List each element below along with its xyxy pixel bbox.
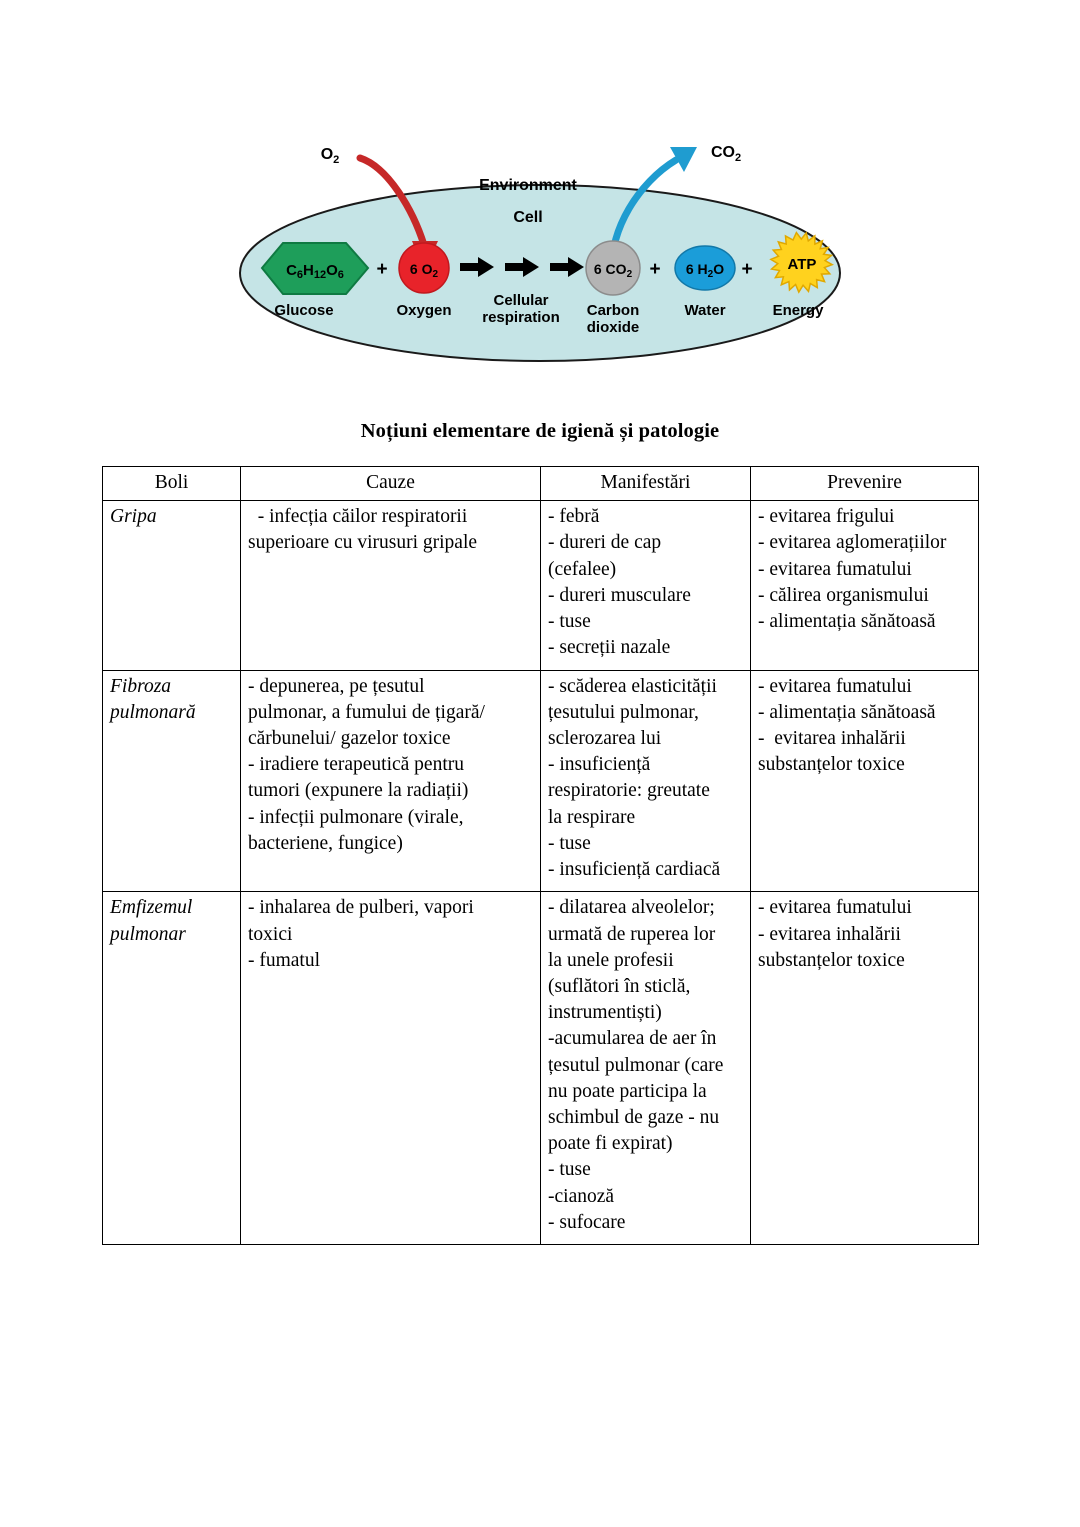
atp-caption: Energy — [772, 302, 824, 319]
cell-line: - scăderea elasticității — [548, 675, 717, 697]
cell-line: - tuse — [548, 611, 591, 633]
glucose-formula: $C_6H_{12}O_6$ — [286, 262, 344, 281]
cell-line: - febră — [548, 506, 600, 528]
cell-line: - evitarea frigului — [758, 506, 895, 528]
cell-line: - secreții nazale — [548, 637, 671, 659]
cell-line: substanțelor toxice — [758, 949, 905, 971]
cell-manifestari — [541, 892, 751, 1245]
cell-cauze — [241, 670, 541, 892]
cell-line: - infecția căilor respiratorii — [248, 506, 468, 528]
cell-line: instrumentiști) — [548, 1002, 662, 1024]
process-label-line1: Cellular — [493, 292, 549, 309]
cell-line: - evitarea fumatului — [758, 897, 912, 919]
cell-line: tumori (expunere la radiații) — [248, 780, 469, 802]
cell-line: - evitarea fumatului — [758, 558, 912, 580]
water-caption: Water — [684, 302, 726, 319]
cell-line: substanțelor toxice — [758, 754, 905, 776]
table-header-row — [103, 467, 979, 501]
cell-line: - evitarea fumatului — [758, 675, 912, 697]
cell-line: - dureri de cap — [548, 532, 662, 554]
table-row — [103, 501, 979, 670]
plus-operator-3: + — [741, 259, 753, 280]
cell-line: țesutului pulmonar, — [548, 701, 699, 723]
glucose-caption: Glucose — [274, 302, 334, 319]
cell-cauze — [241, 501, 541, 670]
cell-line: respiratorie: greutate — [548, 780, 710, 802]
oxygen-inflow-label: $O_2$ — [320, 146, 340, 166]
cellular-respiration-diagram — [228, 125, 852, 380]
cell-line: țesutul pulmonar (care — [548, 1054, 724, 1076]
cell-line: - insuficiență — [548, 754, 651, 776]
cell-label: Cell — [513, 209, 543, 226]
environment-label: Environment — [479, 177, 577, 194]
column-header-cauze: Cauze — [241, 467, 541, 501]
cell-line: - infecții pulmonare (virale, — [248, 806, 464, 828]
column-header-boli: Boli — [103, 467, 241, 501]
cell-line: (cefalee) — [548, 558, 617, 580]
table-body — [103, 501, 979, 1245]
page-title: Noțiuni elementare de igienă și patologie — [360, 420, 720, 442]
column-header-prevenire: Prevenire — [751, 467, 979, 501]
column-header-manifestari: Manifestări — [541, 467, 751, 501]
cell-line: sclerozarea lui — [548, 727, 662, 749]
cell-prevenire — [751, 501, 979, 670]
cell-line: - evitarea inhalării — [758, 923, 901, 945]
cell-manifestari — [541, 670, 751, 892]
cell-line: - dureri musculare — [548, 584, 691, 606]
table-row — [103, 670, 979, 892]
plus-operator-2: + — [649, 259, 661, 280]
co2-outflow-label: $CO_2$ — [710, 144, 742, 164]
cell-line: - sufocare — [548, 1211, 626, 1233]
cell-boli — [103, 670, 241, 892]
cell-line: bacteriene, fungice) — [248, 832, 403, 854]
cell-line: - evitarea inhalării — [758, 727, 906, 749]
oxygen-formula: 6 $O_2$ — [409, 261, 439, 280]
cell-line: cărbunelui/ gazelor toxice — [248, 727, 451, 749]
plus-operator-1: + — [376, 259, 388, 280]
cell-line: -acumularea de aer în — [548, 1028, 717, 1050]
atp-formula: ATP — [787, 256, 817, 273]
process-label-line2: respiration — [482, 309, 560, 326]
cell-line: - dilatarea alveolelor; — [548, 897, 715, 919]
cell-prevenire — [751, 892, 979, 1245]
co2-caption-line2: dioxide — [586, 319, 640, 336]
cell-line: - alimentația sănătoasă — [758, 701, 936, 723]
cell-boli — [103, 501, 241, 670]
cell-line: nu poate participa la — [548, 1080, 707, 1102]
cell-line: - tuse — [548, 832, 591, 854]
disease-name: Emfizemul pulmonar — [110, 897, 193, 945]
co2-formula: 6 $CO_2$ — [593, 261, 633, 280]
co2-caption-line1: Carbon — [586, 302, 640, 319]
cell-line: la respirare — [548, 806, 636, 828]
cell-line: poate fi expirat) — [548, 1133, 673, 1155]
cell-boli — [103, 892, 241, 1245]
disease-name: Fibroza pulmonară — [110, 675, 196, 723]
cell-line: - iradiere terapeutică pentru — [248, 754, 464, 776]
cell-line: - tuse — [548, 1159, 591, 1181]
cell-line: urmată de ruperea lor — [548, 923, 716, 945]
cell-line: - fumatul — [248, 949, 321, 971]
cell-line: la unele profesii — [548, 949, 674, 971]
disease-name: Gripa — [110, 506, 157, 528]
cell-line: - insuficiență cardiacă — [548, 859, 721, 881]
cell-manifestari — [541, 501, 751, 670]
cell-line: pulmonar, a fumului de țigară/ — [248, 701, 485, 723]
cell-line: (suflători în sticlă, — [548, 975, 691, 997]
cell-line: - evitarea aglomerațiilor — [758, 532, 947, 554]
cell-line: - călirea organismului — [758, 584, 929, 606]
pathology-table — [102, 466, 979, 1245]
cell-line: - depunerea, pe țesutul — [248, 675, 425, 697]
cell-line: schimbul de gaze - nu — [548, 1107, 720, 1129]
water-formula: 6 $H_2O$ — [685, 261, 725, 280]
cell-line: - alimentația sănătoasă — [758, 611, 936, 633]
table-row — [103, 892, 979, 1245]
cell-line: toxici — [248, 923, 293, 945]
cell-prevenire — [751, 670, 979, 892]
cell-line: -cianoză — [548, 1185, 615, 1207]
oxygen-caption: Oxygen — [396, 302, 452, 319]
cell-line: - inhalarea de pulberi, vapori — [248, 897, 474, 919]
cell-cauze — [241, 892, 541, 1245]
oxygen-node — [396, 243, 451, 319]
cell-line: superioare cu virusuri gripale — [248, 532, 478, 554]
